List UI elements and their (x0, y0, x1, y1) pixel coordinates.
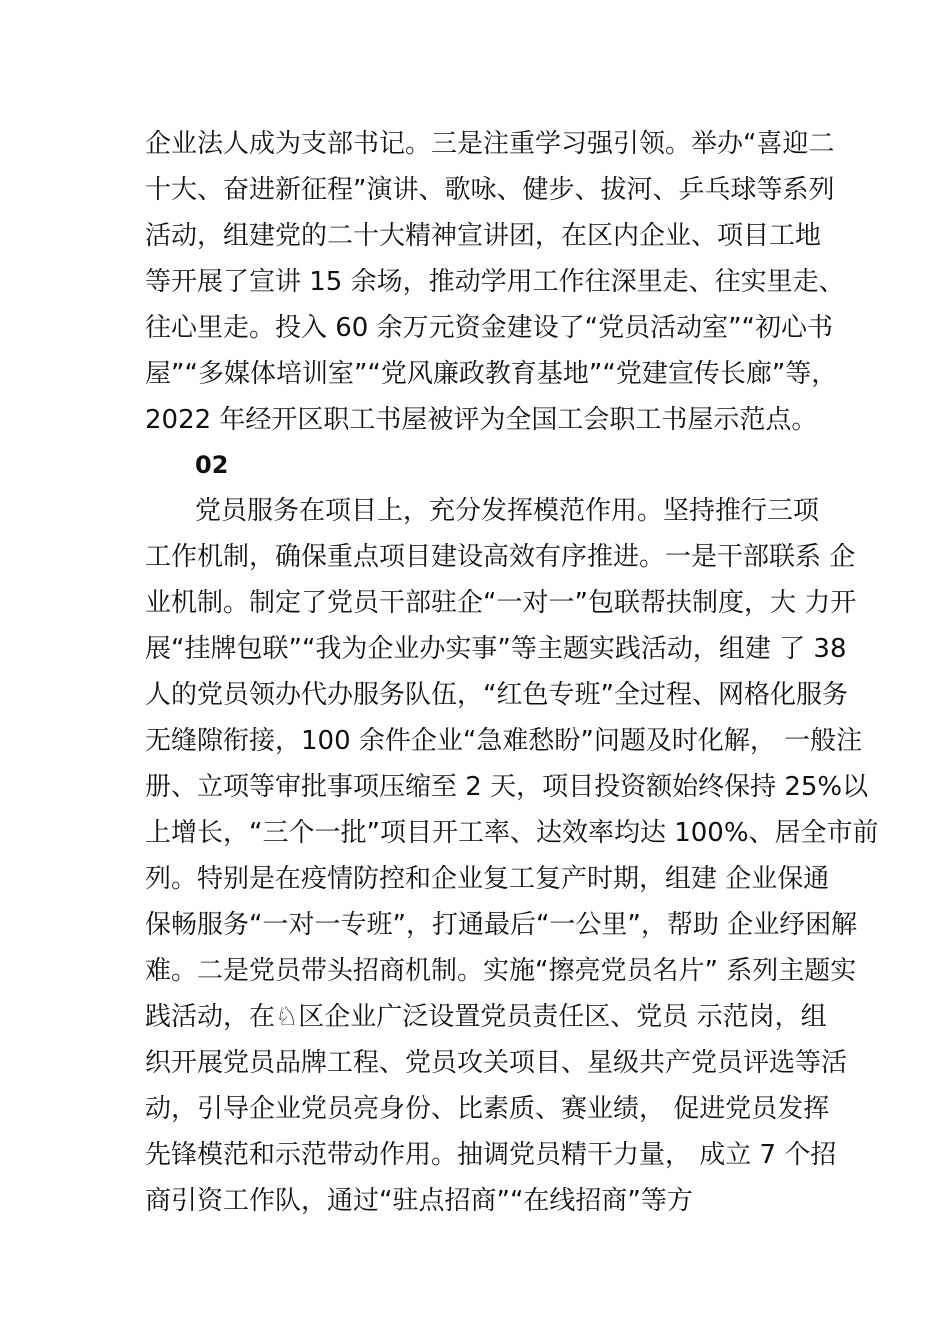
text-line: 展“挂牌包联”“我为企业办实事”等主题实践活动，组建 了 38 (145, 634, 847, 664)
text-line: 工作机制，确保重点项目建设高效有序推进。一是干部联系 企 (145, 542, 856, 572)
text-line: 保畅服务“一对一专班”，打通最后“一公里”，帮助 企业纾困解 (145, 910, 858, 940)
text-line: 党员服务在项目上，充分发挥模范作用。坚持推行三项 (195, 496, 820, 526)
text-line: 活动，组建党的二十大精神宣讲团，在区内企业、项目工地 (145, 221, 822, 251)
text-line: 册、立项等审批事项压缩至 2 天，项目投资额始终保持 25%以 (145, 772, 869, 802)
text-line: 动，引导企业党员亮身份、比素质、赛业绩， 促进党员发挥 (145, 1094, 830, 1124)
text-line: 等开展了宣讲 15 余场，推动学用工作往深里走、往实里走、 (145, 267, 845, 297)
text-line: 往心里走。投入 60 余万元资金建设了“党员活动室”“初心书 (145, 313, 834, 343)
text-line: 无缝隙衔接，100 余件企业“急难愁盼”问题及时化解， 一般注 (145, 726, 863, 756)
text-line: 2022 年经开区职工书屋被评为全国工会职工书屋示范点。 (145, 405, 818, 435)
text-line: 商引资工作队，通过“驻点招商”“在线招商”等方 (145, 1186, 693, 1216)
text-line: 企业法人成为支部书记。三是注重学习强引领。举办“喜迎二 (145, 129, 835, 159)
text-line: 业机制。制定了党员干部驻企“一对一”包联帮扶制度，大 力开 (145, 588, 857, 618)
text-line: 人的党员领办代办服务队伍，“红色专班”全过程、网格化服务 (145, 680, 848, 710)
text-line: 先锋模范和示范带动作用。抽调党员精干力量， 成立 7 个招 (145, 1140, 837, 1170)
text-line: 践活动，在♘区企业广泛设置党员责任区、党员 示范岗，组 (145, 1002, 827, 1032)
section-number: 02 (195, 451, 229, 479)
text-line: 十大、奋进新征程”演讲、歌咏、健步、拔河、乒乓球等系列 (145, 175, 835, 205)
text-line: 列。特别是在疫情防控和企业复工复产时期，组建 企业保通 (145, 864, 830, 894)
text-line: 上增长，“三个一批”项目开工率、达效率均达 100%、居全市前 (145, 818, 879, 848)
text-line: 织开展党员品牌工程、党员攻关项目、星级共产党员评选等活 (145, 1048, 848, 1078)
text-line: 难。二是党员带头招商机制。实施“擦亮党员名片” 系列主题实 (145, 956, 857, 986)
text-line: 屋”“多媒体培训室”“党风廉政教育基地”“党建宣传长廊”等， (145, 359, 838, 389)
